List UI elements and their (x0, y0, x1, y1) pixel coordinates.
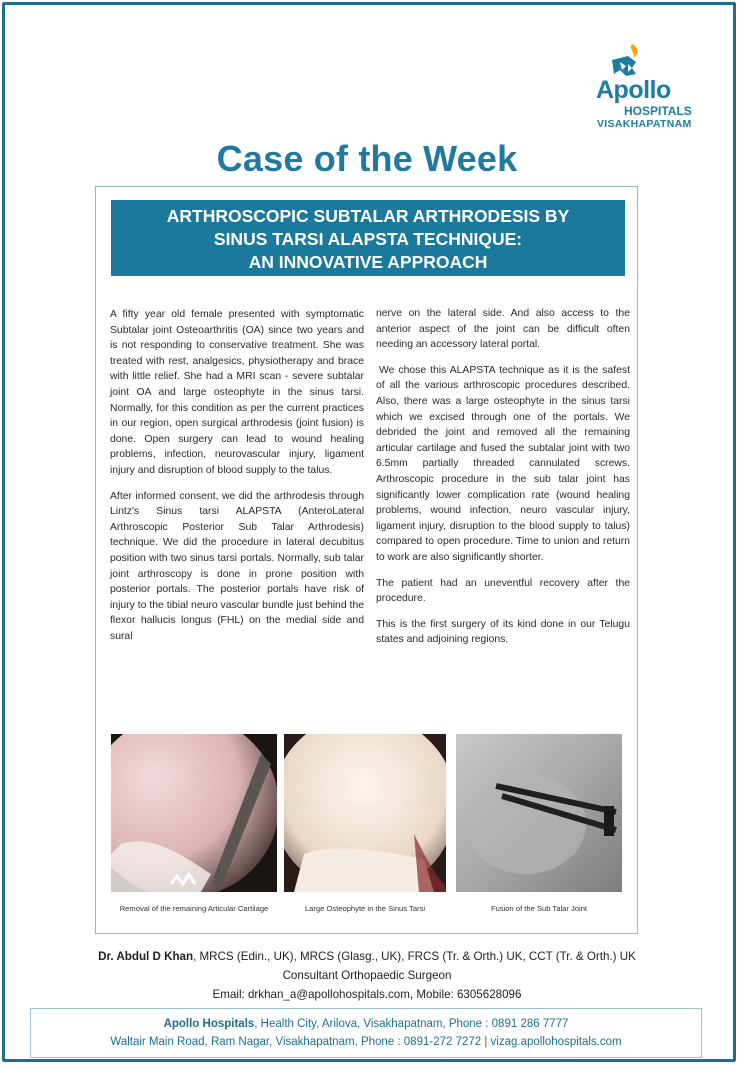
paragraph: After informed consent, we did the arthrodesis through Lintz's Sinus tarsi ALAPSTA (AnteroLateral Arthroscopic Posterior Sub Talar Arthrodesis) technique. We did the procedure in lateral decubitus position with two sinus tarsi portals. Normally, sub talar joint arthroscopy is done in prone position with posterior portals. The posterior portals have risk of injury to the tibial neuro vascular bundle just behind the flexor hallucis longus (FHL) on the medial side and sural (110, 490, 364, 642)
logo-subtitle: HOSPITALS (624, 104, 692, 118)
paragraph: We chose this ALAPSTA technique as it is the safest of all the various arthroscopic procedures described. Also, there was a large osteophyte in the sinus tarsi which we excised through one of the portals. We debrided the joint and removed all the remaining articular cartilage and fused the subtalar joint with two 6.5mm partially threaded cannulated screws. Arthroscopic procedure in the sub talar joint has significantly lower complication rate (wound healing problems, wound infection, neuro vascular injury, ligament injury, disruption to the blood supply to talus) compared to open procedure. Time to union and return to work are also significantly shorter. (376, 364, 630, 563)
photo-fluoroscopy-screws (456, 734, 622, 892)
author-credentials: , MRCS (Edin., UK), MRCS (Glasg., UK), FRCS (Tr. & Orth.) UK, CCT (Tr. & Orth.) UK (193, 950, 636, 963)
author-contact: Email: drkhan_a@apollohospitals.com, Mobile: 6305628096 (212, 988, 522, 1001)
author-name: Dr. Abdul D Khan (98, 950, 194, 963)
footer-address-1: , Health City, Arilova, Visakhapatnam, Phone : 0891 286 7777 (254, 1018, 569, 1030)
author-line (0, 947, 734, 966)
banner-line-1: ARTHROSCOPIC SUBTALAR ARTHRODESIS BY (166, 206, 570, 226)
apollo-logo (594, 42, 704, 132)
logo-name: Apollo (596, 76, 671, 104)
footer-line-2: Waltair Main Road, Ram Nagar, Visakhapatnam, Phone : 0891-272 7272 | vizag.apollohospitals.com (110, 1036, 622, 1048)
paragraph: nerve on the lateral side. And also access to the anterior aspect of the joint can be difficult often needing an accessory lateral portal. (376, 308, 630, 351)
footer-line-1 (31, 1015, 701, 1033)
photo-articular-cartilage (111, 734, 277, 892)
footer-address (30, 1008, 702, 1058)
author-role: Consultant Orthopaedic Surgeon (282, 969, 452, 982)
article-banner (111, 200, 625, 276)
article-right-column (376, 306, 630, 658)
paragraph: A fifty year old female presented with symptomatic Subtalar joint Osteoarthritis (OA) since two years and is not responding to conservative treatment. She was treated with rest, analgesics, physiotherapy and brace with little relief. She had a MRI scan - severe subtalar joint OA and large osteophyte in the sinus tarsi. Normally, for this condition as per the current practices in our region, open surgical arthrodesis (joint fusion) is done. Open surgery can lead to wound healing problems, infection, neurovascular injury, ligament injury and disruption of blood supply to the talus. (110, 309, 364, 476)
page-title: Case of the Week (216, 138, 518, 179)
paragraph: This is the first surgery of its kind done in our Telugu states and adjoining regions. (376, 618, 630, 646)
banner-line-3: AN INNOVATIVE APPROACH (248, 252, 488, 272)
caption-photo-3: Fusion of the Sub Talar Joint (490, 904, 588, 913)
article-left-column (110, 307, 364, 654)
photo-osteophyte (284, 734, 446, 892)
author-block (0, 947, 734, 1004)
banner-line-2: SINUS TARSI ALAPSTA TECHNIQUE: (213, 229, 523, 249)
paragraph: The patient had an uneventful recovery after the procedure. (376, 577, 630, 605)
caption-photo-2: Large Osteophyte in the Sinus Tarsi (304, 904, 426, 913)
caption-photo-1: Removal of the remaining Articular Cartilage (119, 904, 269, 913)
footer-hospital-name: Apollo Hospitals (163, 1018, 255, 1030)
logo-city: VISAKHAPATNAM (597, 118, 692, 130)
